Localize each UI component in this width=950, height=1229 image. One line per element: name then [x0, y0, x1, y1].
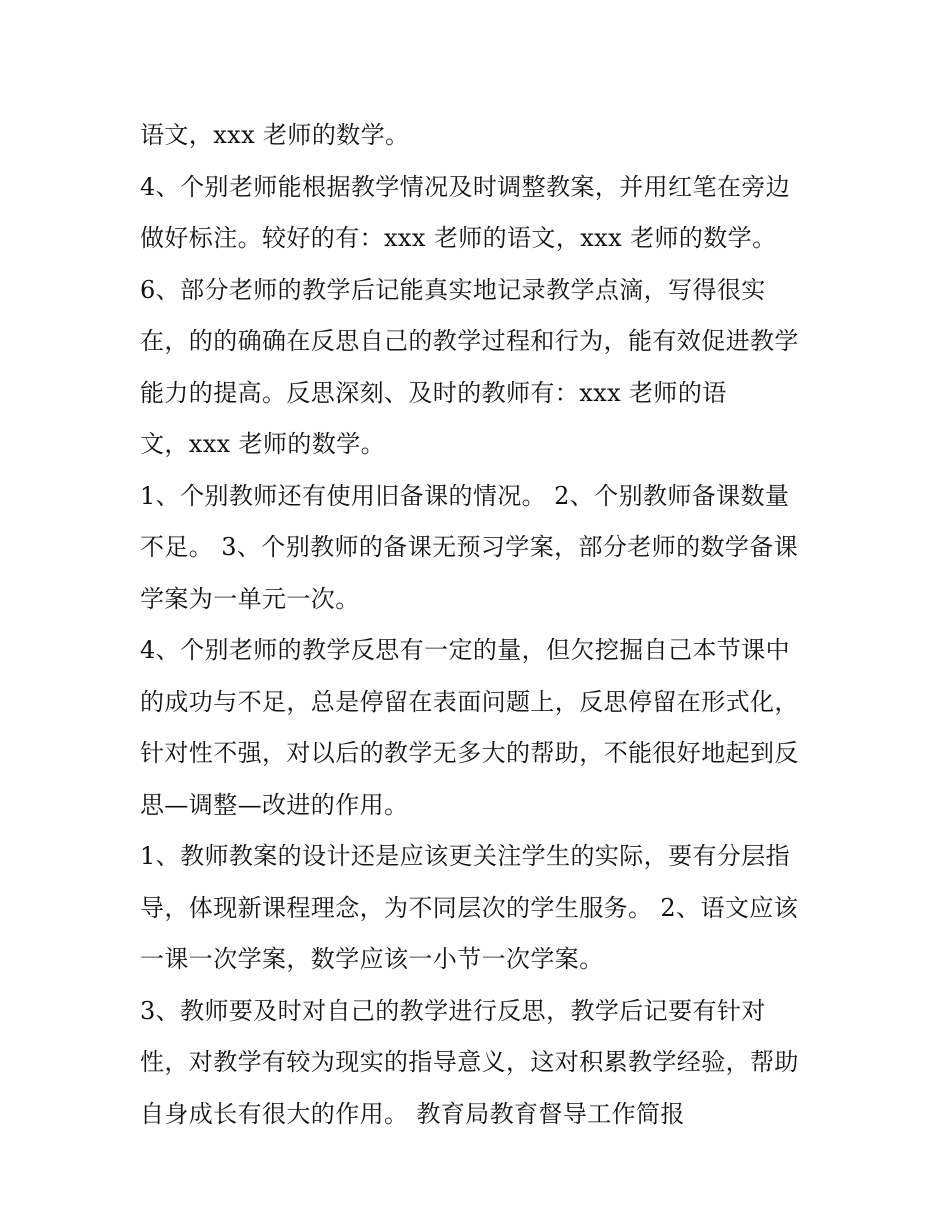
- text-line: 针对性不强，对以后的教学无多大的帮助，不能很好地起到反: [140, 739, 799, 767]
- text-line: 不足。 3、个别教师的备课无预习学案，部分老师的数学备课: [140, 533, 799, 561]
- text-line: 性，对教学有较为现实的指导意义，这对积累教学经验，帮助: [140, 1048, 799, 1076]
- text-line: 思—调整—改进的作用。: [140, 790, 409, 819]
- document-body: [140, 110, 820, 1140]
- text-line: 文，xxx 老师的数学。: [140, 430, 386, 458]
- text-line: 学案为一单元一次。: [140, 584, 360, 613]
- text-line: 一课一次学案，数学应该一小节一次学案。: [140, 945, 604, 973]
- text-line: 语文，xxx 老师的数学。: [140, 121, 410, 149]
- text-line: 导，体现新课程理念，为不同层次的学生服务。 2、语文应该: [140, 893, 799, 922]
- text-line: 的成功与不足，总是停留在表面问题上，反思停留在形式化，: [140, 687, 799, 716]
- text-line: 自身成长有很大的作用。 教育局教育督导工作简报: [140, 1099, 685, 1128]
- text-line: 3、教师要及时对自己的教学进行反思，教学后记要有针对: [140, 996, 766, 1025]
- text-line: 1、教师教案的设计还是应该更关注学生的实际，要有分层指: [140, 842, 791, 870]
- text-line: 在，的的确确在反思自己的教学过程和行为，能有效促进教学: [140, 327, 799, 355]
- text-line: 6、部分老师的教学后记能真实地记录教学点滴，写得很实: [140, 275, 766, 304]
- text-line: 4、个别老师的教学反思有一定的量，但欠挖掘自己本节课中: [140, 636, 791, 664]
- text-line: 做好标注。较好的有：xxx 老师的语文，xxx 老师的数学。: [140, 224, 777, 252]
- text-line: 能力的提高。反思深刻、及时的教师有：xxx 老师的语: [140, 378, 727, 407]
- text-line: 4、个别老师能根据教学情况及时调整教案，并用红笔在旁边: [140, 172, 791, 201]
- text-line: 1、个别教师还有使用旧备课的情况。 2、个别教师备课数量: [140, 481, 790, 510]
